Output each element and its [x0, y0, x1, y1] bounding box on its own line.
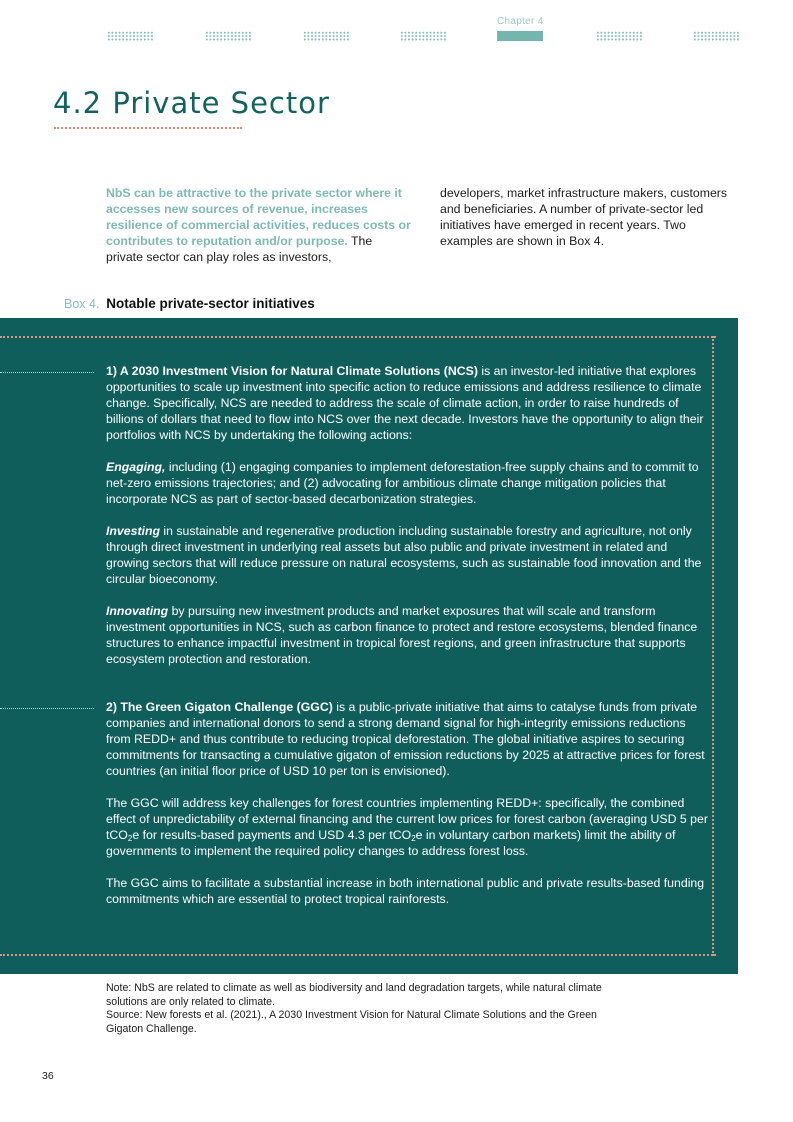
page-number: 36 — [42, 1070, 54, 1082]
intro-left-column — [106, 185, 411, 265]
engaging-text: including (1) engaging companies to implement deforestation-free supply chains and to commit to net-zero emissions trajectories; and (2) advocating for ambitious climate change mitigation policies that incorporate NCS as part of sector-based decarbonization strategies. — [106, 460, 699, 506]
item2-challenges — [106, 795, 711, 859]
innovating-label: Innovating — [106, 604, 169, 618]
item2-p2-part-c: e in voluntary carbon markets) limit the ability of governments to implement the required policy changes to address forest loss. — [106, 828, 676, 858]
box-note — [106, 982, 626, 1036]
item1-intro — [106, 363, 711, 443]
chapter-nav-item-7[interactable] — [693, 31, 740, 41]
chapter-nav-item-1[interactable] — [107, 31, 154, 41]
intro-right-column: developers, market infrastructure makers, customers and beneficiaries. A number of private-sector led initiatives have emerged in recent years. Two examples are shown in Box 4. — [440, 186, 728, 248]
item2-text: is a public-private initiative that aims to catalyse funds from private companies and international donors to send a strong demand signal for high-integrity emissions reductions from REDD+ and thus contribute to reducing tropical deforestation. The global initiative aspires to securing commitments for transacting a cumulative gigaton of emission reductions by 2025 at attractive prices for forest countries (an initial floor price of USD 10 per ton is envisioned). — [106, 700, 705, 778]
chapter-nav-item-4[interactable] — [400, 31, 447, 41]
box-caption — [64, 296, 315, 311]
title-underline — [54, 127, 242, 129]
investing-label: Investing — [106, 524, 160, 538]
box-panel — [0, 318, 738, 974]
box-number: Box 4. — [64, 297, 100, 311]
box-content — [106, 363, 711, 923]
co2-subscript: 2 — [411, 834, 416, 843]
box-dotted-border-right — [712, 336, 714, 956]
item1-leader-line — [0, 372, 94, 373]
note-line: Note: NbS are related to climate as well as biodiversity and land degradation targets, while natural climate solutions are only related to climate. — [106, 982, 602, 1008]
box-dotted-border-top — [0, 336, 716, 338]
item1-innovating — [106, 603, 711, 667]
chapter-label: Chapter 4 — [497, 16, 544, 27]
box-dotted-border-bottom — [0, 954, 716, 956]
item2-p2-part-b: e for results-based payments and USD 4.3 per tCO — [132, 828, 412, 842]
chapter-nav-item-6[interactable] — [596, 31, 643, 41]
item1-lead: 1) A 2030 Investment Vision for Natural Climate Solutions (NCS) — [106, 364, 478, 378]
chapter-nav-item-2[interactable] — [205, 31, 252, 41]
chapter-nav-item-3[interactable] — [303, 31, 350, 41]
co2-subscript: 2 — [127, 834, 133, 843]
item1-text: is an investor-led initiative that explores opportunities to scale up investment into specific action to reduce emissions and address resilience to climate change. Specifically, NCS are needed to address the scale of climate action, in order to raise hundreds of billions of dollars that need to flow into NCS over the next decade. Investors have the opportunity to align their portfolios with NCS by undertaking the following actions: — [106, 364, 704, 442]
item2-lead: 2) The Green Gigaton Challenge (GGC) — [106, 700, 333, 714]
item2-aims: The GGC aims to facilitate a substantial increase in both international public and private results-based funding commitments which are essential to protect tropical rainforests. — [106, 876, 705, 906]
intro-left-text: The private sector can play roles as investors, — [106, 234, 373, 264]
chapter-nav-item-current[interactable] — [497, 31, 543, 41]
item1-engaging — [106, 459, 711, 507]
innovating-text: by pursuing new investment products and market exposures that will scale and transform investment opportunities in NCS, such as carbon finance to protect and restore ecosystems, blended finance structures to enhance impactful investment in tropical forest regions, and green infrastructure that supports ecosystem protection and restoration. — [106, 604, 698, 666]
intro-highlight: NbS can be attractive to the private sector where it accesses new sources of revenue, increases resilience of commercial activities, reduces costs or contributes to reputation and/or purpose. — [106, 186, 411, 248]
item2-p2-part-a: The GGC will address key challenges for forest countries implementing REDD+: specifically, the combined effect of unpredictability of external financing and the current low prices for forest carbon (averaging USD 5 per tCO — [106, 796, 708, 842]
item2-leader-line — [0, 708, 94, 709]
source-line: Source: New forests et al. (2021)., A 2030 Investment Vision for Natural Climate Solutions and the Green Gigaton Challenge. — [106, 1009, 597, 1035]
box-title: Notable private-sector initiatives — [106, 296, 315, 311]
item2-intro — [106, 699, 711, 779]
section-title: 4.2 Private Sector — [53, 86, 330, 120]
investing-text: in sustainable and regenerative production including sustainable forestry and agriculture, not only through direct investment in underlying real assets but also public and private investment in related and growing sectors that will reduce pressure on natural ecosystems, such as sustainable food innovation and the circular bioeconomy. — [106, 524, 702, 586]
engaging-label: Engaging, — [106, 460, 166, 474]
item1-investing — [106, 523, 711, 587]
